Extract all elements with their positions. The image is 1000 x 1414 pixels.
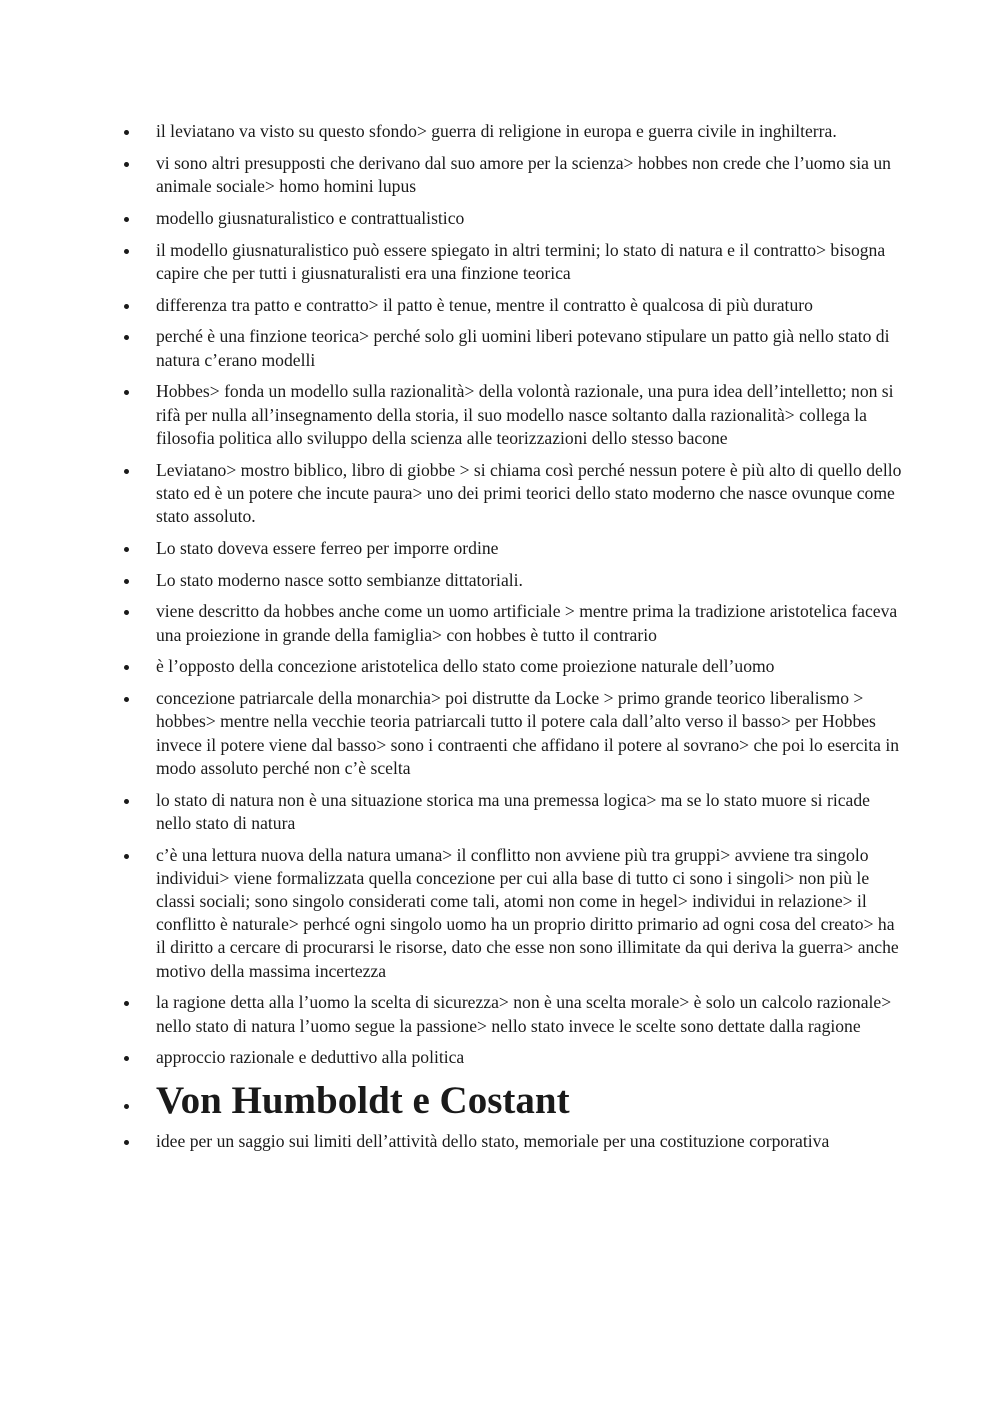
bullet-icon [124,130,129,135]
bullet-icon [124,665,129,670]
bullet-icon [124,1001,129,1006]
list-item [0,655,1000,678]
list-item-text: approccio razionale e deduttivo alla politica [156,1047,465,1068]
bullet-icon [124,697,129,702]
list-item [0,537,1000,560]
bullet-icon [124,547,129,552]
list-item [0,239,1000,285]
list-item-text: lo stato di natura non è una situazione storica ma una premessa logica> ma se lo stato muore si ricade nello stato di natura [156,789,870,833]
list-item-text: vi sono altri presupposti che derivano dal suo amore per la scienza> hobbes non crede che l’uomo sia un animale sociale> homo homini lupus [156,152,891,196]
list-item [0,459,1000,529]
bullet-icon [124,1104,129,1109]
list-item [0,569,1000,592]
list-item-text: Lo stato doveva essere ferreo per imporre ordine [156,537,499,558]
list-item-text: Leviatano> mostro biblico, libro di giobbe > si chiama così perché nessun potere è più alto di quello dello stato ed è un potere che incute paura> uno dei primi teorici dello stato moderno che nasce ovunque come stato assoluto. [156,459,902,526]
list-item [0,991,1000,1037]
list-item [0,207,1000,230]
list-item [0,120,1000,143]
list-item-text: c’è una lettura nuova della natura umana> il conflitto non avviene più tra gruppi> avviene tra singolo individui> viene formalizzata quella concezione per cui alla base di tutto ci sono i singoli> non più le classi sociali; sono singolo considerati come tali, atomi non come in hegel> individui in relazione> il conflitto è naturale> perhcé ogni singolo uomo ha un proprio diritto primario ad ogni cosa del creato> ha il diritto a cercare di procurarsi le risorse, dato che esse non sono illimitate da qui deriva la guerra> anche motivo della massima incertezza [156,844,899,981]
document-page [0,120,1000,1162]
list-item-text: la ragione detta alla l’uomo la scelta di sicurezza> non è una scelta morale> è solo un calcolo razionale> nello stato di natura l’uomo segue la passione> nello stato invece le scelte sono dettate dalla ragione [156,992,892,1036]
list-item-text: è l’opposto della concezione aristotelica dello stato come proiezione naturale dell’uomo [156,656,775,677]
section-heading-text: Von Humboldt e Costant [156,1079,570,1123]
list-item [0,1046,1000,1069]
list-item [0,844,1000,983]
bullet-icon [124,1056,129,1061]
list-item [0,325,1000,371]
bullet-icon [124,1140,129,1145]
bullet-icon [124,390,129,395]
list-item-text: perché è una finzione teorica> perché solo gli uomini liberi potevano stipulare un patto già nello stato di natura c’erano modelli [156,326,890,370]
list-item-text: differenza tra patto e contratto> il patto è tenue, mentre il contratto è qualcosa di più duraturo [156,294,813,315]
list-item-text: concezione patriarcale della monarchia> poi distrutte da Locke > primo grande teorico liberalismo > hobbes> mentre nella vecchie teoria patriarcali tutto il potere cala dall’alto verso il basso> per Hobbes invece il potere viene dal basso> sono i contraenti che affidano il potere al sovrano> che poi lo esercita in modo assoluto perché non c’è scelta [156,688,900,778]
section-heading [0,1078,1000,1124]
bullet-icon [124,469,129,474]
bullet-icon [124,799,129,804]
list-item [0,380,1000,450]
list-item-text: idee per un saggio sui limiti dell’attività dello stato, memoriale per una costituzione corporativa [156,1131,830,1152]
bullet-list [0,120,1000,1153]
bullet-icon [124,610,129,615]
list-item-text: il modello giusnaturalistico può essere spiegato in altri termini; lo stato di natura e il contratto> bisogna capire che per tutti i giusnaturalisti era una finzione teorica [156,239,886,283]
list-item-text: il leviatano va visto su questo sfondo> guerra di religione in europa e guerra civile in inghilterra. [156,121,837,141]
bullet-icon [124,249,129,254]
bullet-icon [124,579,129,584]
list-item [0,294,1000,317]
list-item [0,152,1000,198]
list-item [0,1130,1000,1153]
bullet-icon [124,162,129,167]
list-item-text: Hobbes> fonda un modello sulla razionalità> della volontà razionale, una pura idea dell’intelletto; non si rifà per nulla all’insegnamento della storia, il suo modello nasce soltanto dalla razionalità> collega la filosofia politica allo sviluppo della scienza alle teorizzazioni dello stesso bacone [156,381,894,448]
bullet-icon [124,304,129,309]
list-item [0,789,1000,835]
list-item-text: modello giusnaturalistico e contrattualistico [156,207,465,228]
list-item [0,687,1000,780]
bullet-icon [124,854,129,859]
list-item-text: viene descritto da hobbes anche come un uomo artificiale > mentre prima la tradizione aristotelica faceva una proiezione in grande della famiglia> con hobbes è tutto il contrario [156,601,898,645]
list-item-text: Lo stato moderno nasce sotto sembianze dittatoriali. [156,569,523,590]
bullet-icon [124,217,129,222]
list-item [0,600,1000,646]
bullet-icon [124,335,129,340]
